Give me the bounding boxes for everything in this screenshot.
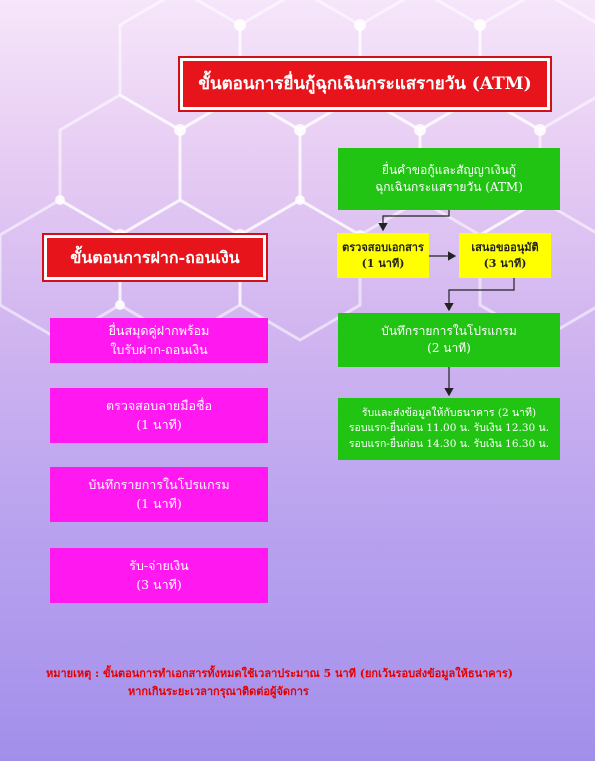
atm-record-line1: บันทึกรายการในโปรแกรม [381,323,517,338]
atm-title-text: ขั้นตอนการยื่นกู้ฉุกเฉินกระแสรายวัน (ATM) [198,73,532,94]
deposit-step-submit-passbook [50,318,268,363]
deposit-step2-line1: ตรวจสอบลายมือชื่อ [106,398,212,414]
remark-line2: หากเกินระยะเวลากรุณาติดต่อผู้จัดการ [128,685,309,699]
atm-record-line2: (2 นาที) [427,341,471,355]
deposit-step4-line2: (3 นาที) [136,576,182,592]
deposit-step2-line2: (1 นาที) [136,416,182,432]
atm-approve-line2: (3 นาที) [483,256,527,270]
remark-note [46,665,513,701]
deposit-step3-line1: บันทึกรายการในโปรแกรม [88,477,230,493]
atm-check-line2: (1 นาที) [361,256,405,270]
deposit-step1-line1: ยื่นสมุดคู่ฝากพร้อม [108,323,210,339]
deposit-step1-line2: ใบรับฝาก-ถอนเงิน [110,341,208,357]
atm-check-line1: ตรวจสอบเอกสาร [342,240,424,254]
atm-step-submit-line2: ฉุกเฉินกระแสรายวัน (ATM) [375,180,523,194]
atm-step-submit-line1: ยื่นคำขอกู้และสัญญาเงินกู้ [381,162,517,177]
deposit-title [44,235,266,280]
atm-send-line3: รอบแรก-ยื่นก่อน 14.30 น. รับเงิน 16.30 น. [348,437,550,450]
atm-send-line2: รอบแรก-ยื่นก่อน 11.00 น. รับเงิน 12.30 น. [348,422,550,435]
atm-send-line1: รับและส่งข้อมูลให้กับธนาคาร (2 นาที) [361,407,537,420]
deposit-step3-line2: (1 นาที) [136,495,182,511]
deposit-step4-line1: รับ-จ่ายเงิน [129,558,189,574]
deposit-step-receive-pay [50,548,268,603]
remark-line1: หมายเหตุ : ขั้นตอนการทำเอกสารทั้งหมดใช้เวลาประมาณ 5 นาที (ยกเว้นรอบส่งข้อมูลให้ธนาคาร) [46,667,513,680]
atm-approve-line1: เสนอขออนุมัติ [471,240,539,254]
deposit-title-text: ขั้นตอนการฝาก-ถอนเงิน [70,247,240,267]
deposit-step-check-signature [50,388,268,443]
deposit-step-record-program [50,467,268,522]
